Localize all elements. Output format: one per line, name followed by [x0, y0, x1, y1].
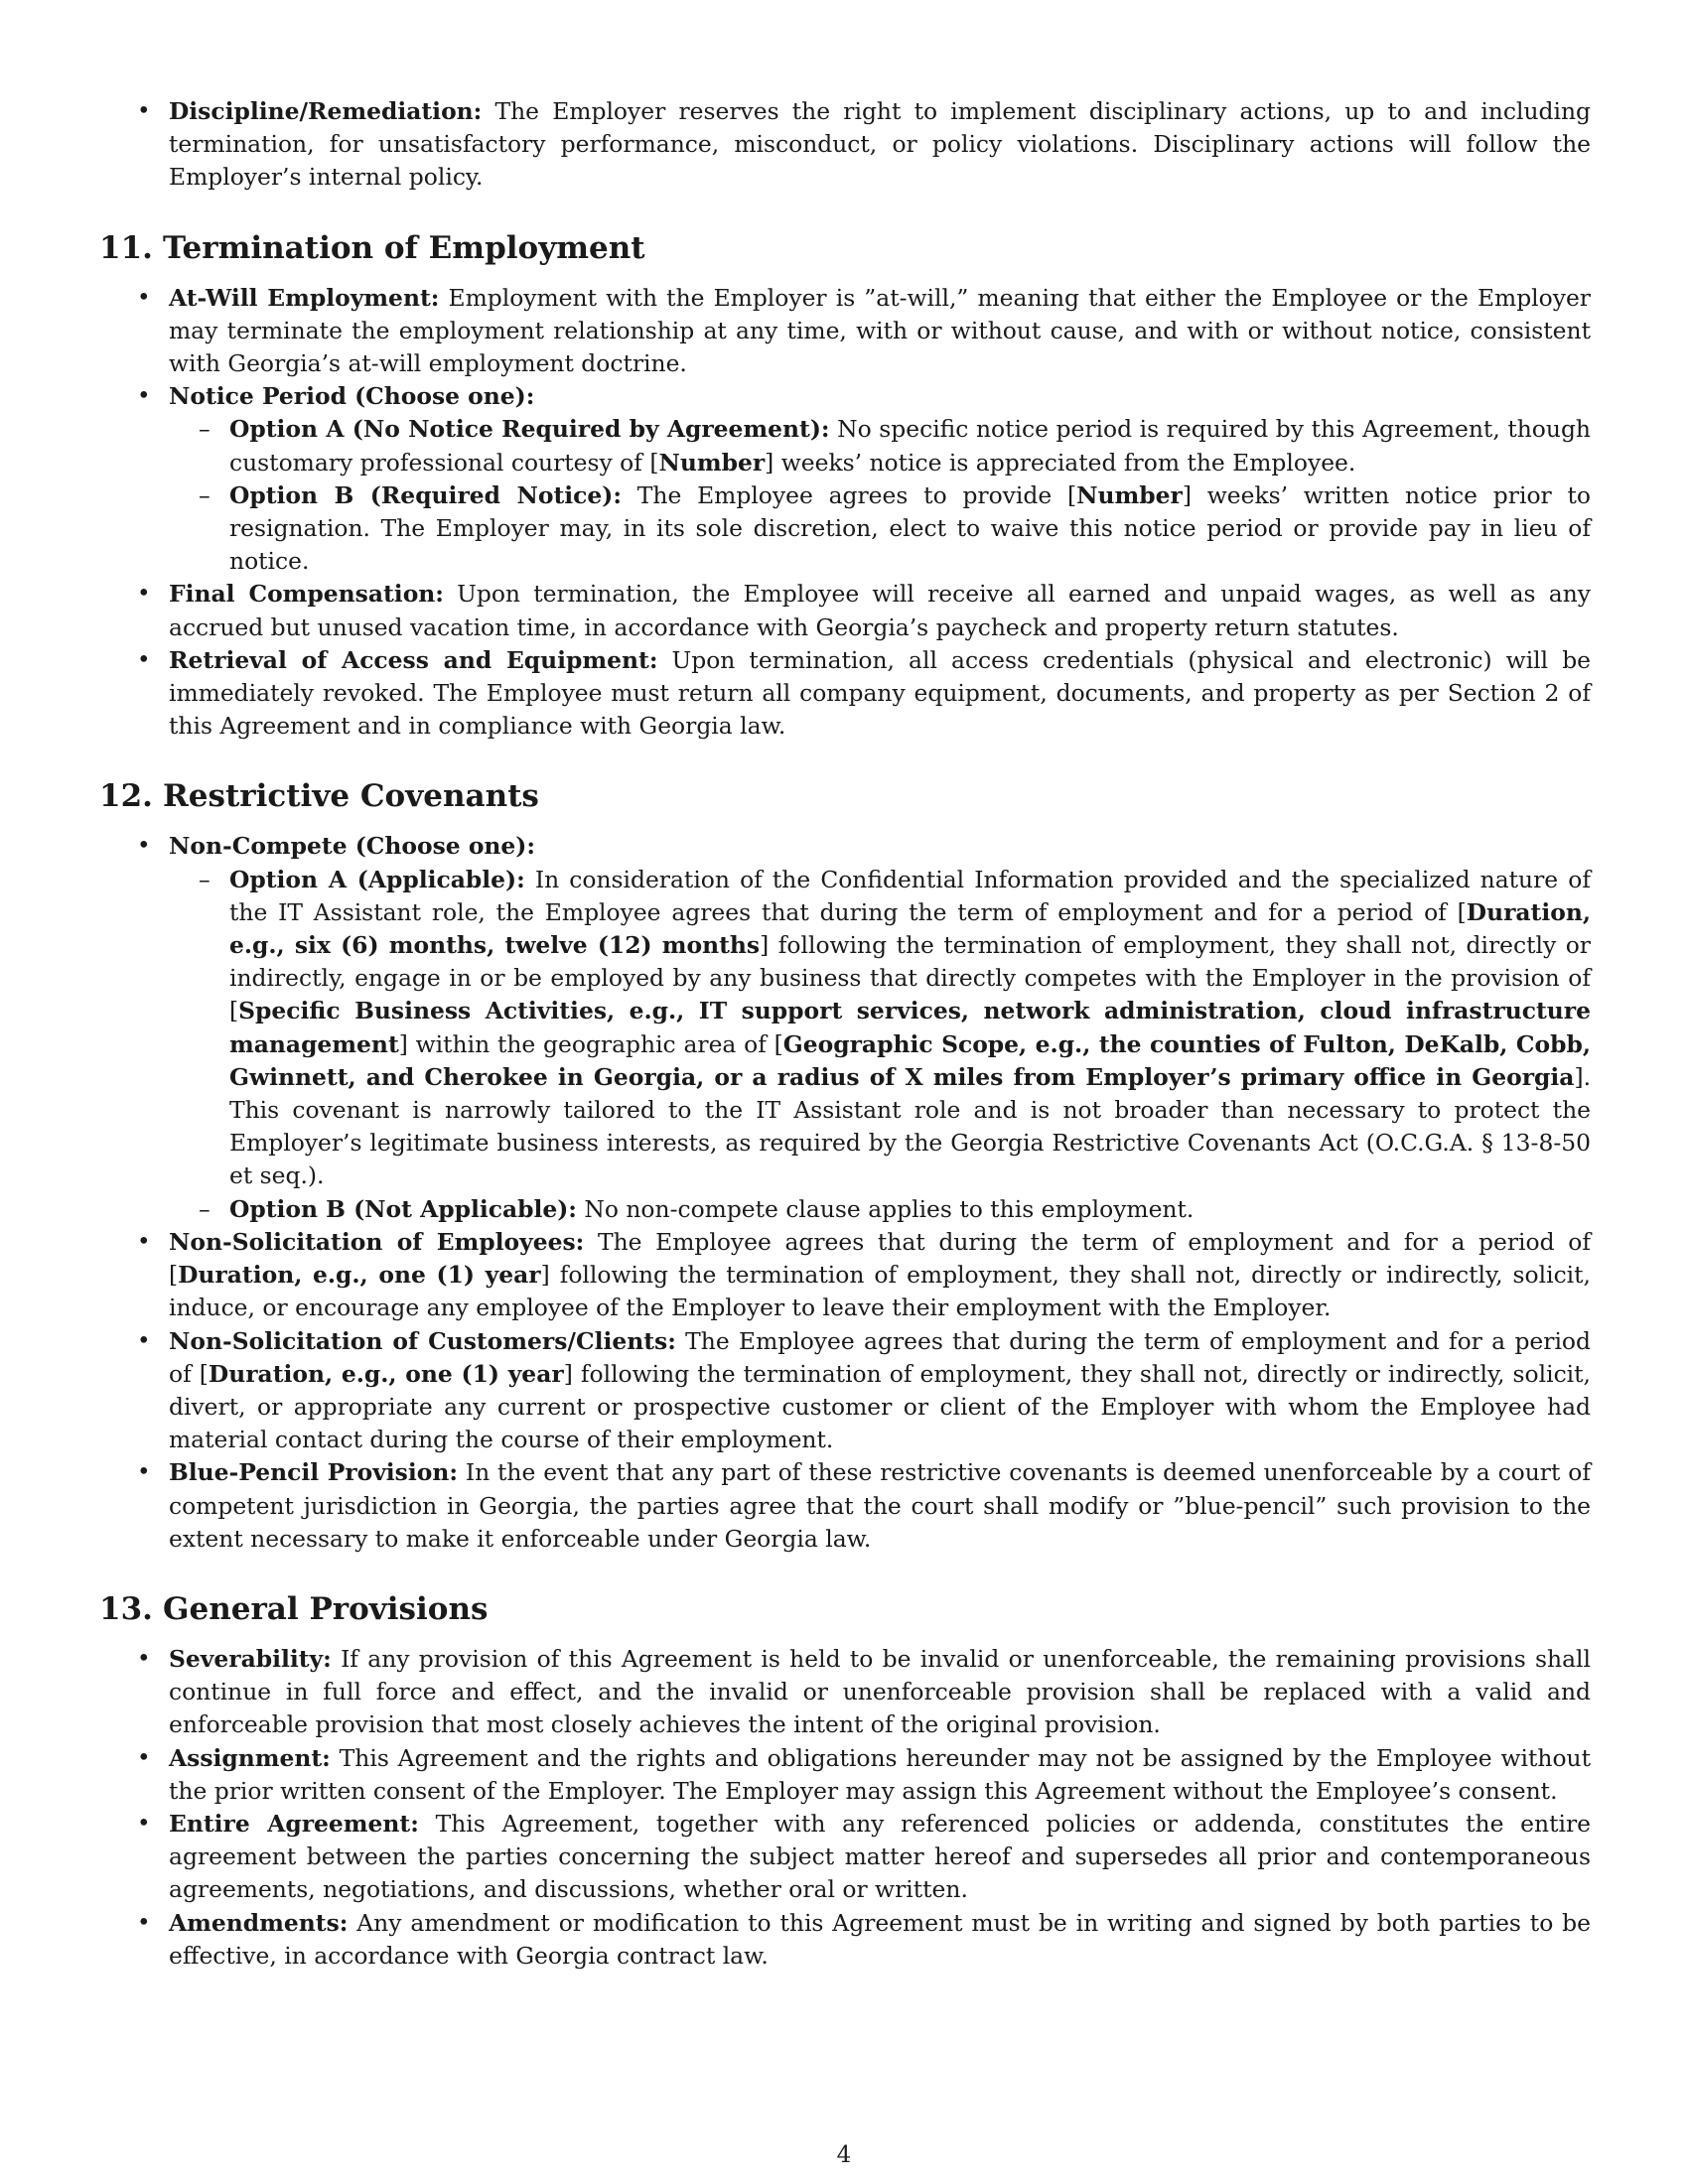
list-item — [99, 95, 1591, 195]
item-text: Duration, e.g., one (1) year — [178, 1261, 541, 1290]
page-content — [99, 95, 1591, 1973]
sub-item-text: ] weeks’ written notice prior to resignation. The Employer may, in its sole discretion, elect to waive this notice period or provide pay in lieu of notice. — [229, 480, 1591, 576]
section-list — [99, 282, 1591, 744]
bullet-icon: • — [137, 1228, 151, 1255]
sub-item-text: Duration, e.g., six (6) months, twelve (12) months — [229, 897, 1591, 960]
sub-item-text: ]. This covenant is narrowly tailored to the IT Assistant role and is not broader than necessary to protect the Employer’s legitimate business interests, as required by the Georgia Restrictive Covenants Act (O.C.G.A. § 13-8-50 et seq.). — [229, 1062, 1591, 1190]
list-item — [99, 1325, 1591, 1457]
bullet-icon: • — [137, 1645, 151, 1672]
sub-item-label: Option B (Required Notice): — [229, 480, 622, 509]
item-text: This Agreement and the rights and obligations hereunder may not be assigned by the Employee without the prior written consent of the Employer. The Employer may assign this Agreement without the Employee’s consent. — [169, 1743, 1591, 1805]
list-item — [99, 1456, 1591, 1556]
item-text: Upon termination, all access credentials (physical and electronic) will be immediately revoked. The Employee must return all company equipment, documents, and property as per Section 2 of this Agreement and in compliance with Georgia law. — [169, 645, 1592, 741]
sub-item-text: Number — [1076, 480, 1183, 509]
list-item — [99, 644, 1591, 744]
section-heading — [99, 776, 1591, 816]
list-item — [99, 1643, 1591, 1742]
item-label: Non-Solicitation of Customers/Clients: — [169, 1326, 676, 1355]
bullet-icon: • — [137, 284, 151, 311]
item-text: ] following the termination of employment, they shall not, directly or indirectly, solicit, induce, or encourage any employee of the Employer to leave their employment with the Employer. — [169, 1261, 1591, 1322]
item-text: Employment with the Employer is ”at-will,” meaning that either the Employee or the Employer may terminate the employment relationship at any time, with or without cause, and with or without notice, consistent with Georgia’s at-will employment doctrine. — [169, 283, 1591, 378]
sub-item-text: ] weeks’ notice is appreciated from the Employee. — [765, 448, 1356, 477]
dash-icon: – — [199, 865, 211, 893]
item-text: The Employer reserves the right to implement disciplinary actions, up to and including termination, for unsatisfactory performance, misconduct, or policy violations. Disciplinary actions will follow the Employer’s internal policy. — [169, 97, 1591, 192]
intro-list — [99, 95, 1591, 195]
item-label: At-Will Employment: — [169, 283, 440, 312]
list-item — [99, 1226, 1591, 1325]
sub-item-text: Geographic Scope, e.g., the counties of Fulton, DeKalb, Cobb, Gwinnett, and Cherokee in Georgia, or a radius of X miles from Employer’s primary office in Georgia — [229, 1029, 1591, 1091]
section-list — [99, 830, 1591, 1555]
item-text: The Employee agrees that during the term of employment and for a period of [ — [169, 1326, 1591, 1388]
bullet-icon: • — [137, 1810, 151, 1837]
bullet-icon: • — [137, 1327, 151, 1354]
bullet-icon: • — [137, 833, 151, 860]
sub-item-label: Option A (No Notice Required by Agreement): — [229, 415, 830, 444]
item-label: Notice Period (Choose one): — [169, 382, 535, 411]
sub-item-text: No non-compete clause applies to this employment. — [576, 1194, 1195, 1223]
sub-list-item — [169, 864, 1591, 1193]
item-label: Severability: — [169, 1644, 332, 1673]
section-heading — [99, 1589, 1591, 1629]
item-label: Final Compensation: — [169, 580, 444, 609]
item-label: Amendments: — [169, 1908, 349, 1937]
item-label: Non-Compete (Choose one): — [169, 832, 536, 861]
section-number: 11. — [99, 229, 153, 266]
item-label: Assignment: — [169, 1743, 331, 1772]
section-list — [99, 1643, 1591, 1973]
sections-container — [99, 228, 1591, 1973]
item-text: This Agreement, together with any referenced policies or addenda, constitutes the entire agreement between the parties concerning the subject matter hereof and supersedes all prior and contemporaneous agreements, negotiations, and discussions, whether oral or written. — [169, 1809, 1591, 1904]
bullet-icon: • — [137, 98, 151, 124]
dash-icon: – — [199, 480, 211, 509]
section-title: General Provisions — [163, 1590, 489, 1627]
list-item — [99, 1808, 1591, 1907]
bullet-icon: • — [137, 1459, 151, 1486]
section-number: 13. — [99, 1590, 153, 1627]
section-number: 12. — [99, 778, 153, 815]
bullet-icon: • — [137, 581, 151, 608]
item-label: Blue-Pencil Provision: — [169, 1458, 458, 1487]
section-title: Termination of Employment — [163, 229, 645, 266]
list-item — [99, 830, 1591, 1225]
bullet-icon: • — [137, 383, 151, 410]
section-heading — [99, 228, 1591, 268]
item-label: Non-Solicitation of Employees: — [169, 1227, 585, 1256]
sub-item-text: Specific Business Activities, e.g., IT support services, network administration, cloud infrastructure management — [229, 997, 1591, 1058]
item-text: Any amendment or modification to this Agreement must be in writing and signed by both parties to be effective, in accordance with Georgia contract law. — [169, 1908, 1591, 1970]
sub-item-text: No specific notice period is required by this Agreement, though customary professional courtesy of [ — [229, 415, 1591, 477]
sub-item-label: Option A (Applicable): — [229, 865, 525, 893]
list-item — [99, 380, 1591, 578]
item-label: Entire Agreement: — [169, 1809, 419, 1838]
list-item — [99, 1742, 1591, 1808]
sub-list — [169, 413, 1591, 578]
list-item — [99, 578, 1591, 643]
dash-icon: – — [199, 1194, 211, 1223]
list-item — [99, 1907, 1591, 1973]
sub-list-item — [169, 1193, 1591, 1226]
dash-icon: – — [199, 415, 211, 444]
item-text: The Employee agrees that during the term of employment and for a period of [ — [169, 1227, 1591, 1290]
sub-item-text: ] following the termination of employment, they shall not, directly or indirectly, engage in or be employed by any business that directly competes with the Employer in the provision of [ — [229, 931, 1591, 1025]
sub-item-text: ] within the geographic area of [ — [398, 1029, 783, 1058]
section-title: Restrictive Covenants — [163, 778, 539, 815]
list-item — [99, 282, 1591, 381]
sub-list-item — [169, 413, 1591, 478]
sub-item-label: Option B (Not Applicable): — [229, 1194, 577, 1223]
bullet-icon: • — [137, 646, 151, 673]
item-label: Retrieval of Access and Equipment: — [169, 645, 658, 674]
sub-item-text: The Employee agrees to provide [ — [622, 480, 1077, 509]
sub-item-text: Number — [658, 448, 766, 477]
item-text: ] following the termination of employment, they shall not, directly or indirectly, solicit, divert, or appropriate any current or prospective customer or client of the Employer with whom the Employee had material contact during the course of their employment. — [169, 1359, 1591, 1454]
sub-item-text: In consideration of the Confidential Information provided and the specialized nature of the IT Assistant role, the Employee agrees that during the term of employment and for a period of [ — [229, 865, 1591, 926]
sub-list-item — [169, 479, 1591, 579]
item-text: Duration, e.g., one (1) year — [208, 1359, 564, 1388]
item-label: Discipline/Remediation: — [169, 97, 483, 125]
page-number: 4 — [836, 2142, 852, 2168]
bullet-icon: • — [137, 1744, 151, 1771]
item-text: If any provision of this Agreement is held to be invalid or unenforceable, the remaining provisions shall continue in full force and effect, and the invalid or unenforceable provision shall be replaced with a valid and enforceable provision that most closely achieves the intent of the original provision. — [169, 1644, 1591, 1739]
item-text: Upon termination, the Employee will receive all earned and unpaid wages, as well as any accrued but unused vacation time, in accordance with Georgia’s paycheck and property return statutes. — [169, 580, 1591, 641]
item-text: In the event that any part of these restrictive covenants is deemed unenforceable by a court of competent jurisdiction in Georgia, the parties agree that the court shall modify or ”blue-pencil” such provision to the extent necessary to make it enforceable under Georgia law. — [169, 1458, 1592, 1553]
bullet-icon: • — [137, 1909, 151, 1936]
sub-list — [169, 864, 1591, 1226]
